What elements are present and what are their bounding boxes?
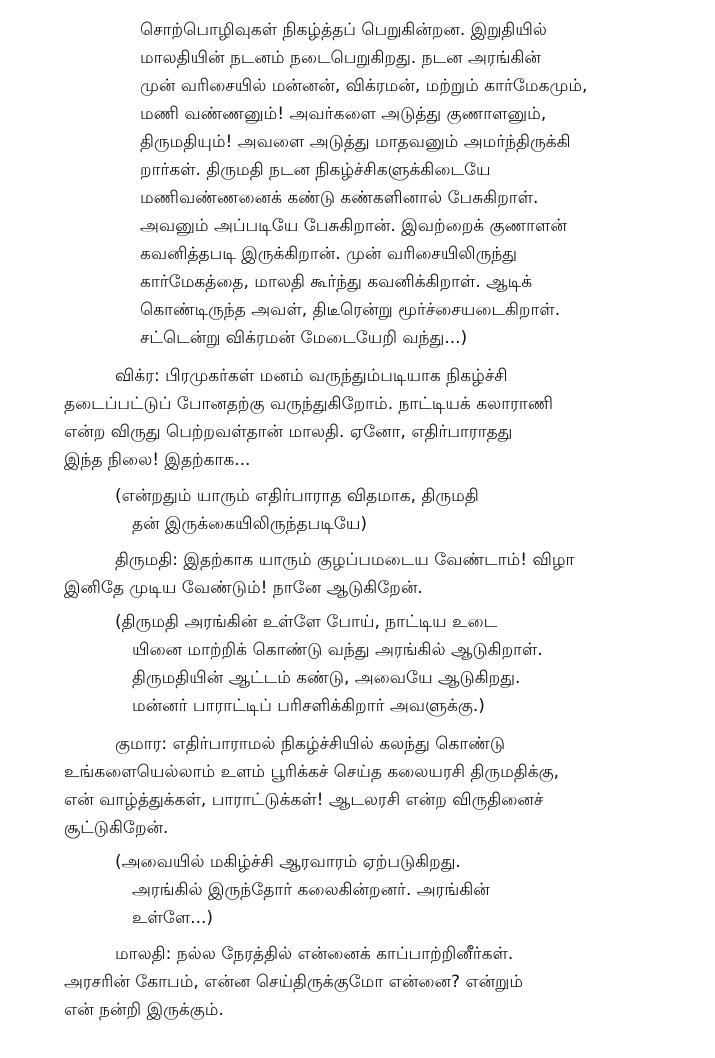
stage-direction-line: அரங்கில் இருந்தோர் கலைகின்றனர். அரங்கின் [132, 880, 490, 900]
text-line: கவனித்தபடி இருக்கிறான். முன் வரிசையிலிருந்து [140, 244, 517, 264]
text-line: சூட்டுகிறேன். [64, 818, 169, 838]
text-line: கார்மேகத்தை, மாலதி கூர்ந்து கவனிக்கிறாள். ஆடிக் [140, 272, 533, 292]
text-line: முன் வரிசையில் மன்னன், விக்ரமன், மற்றும் கார்மேகமும், [140, 76, 588, 96]
stage-direction-line: மன்னர் பாராட்டிப் பரிசளிக்கிறார் அவளுக்கு.) [132, 696, 485, 716]
dialogue-line: திருமதி: இதற்காக யாரும் குழப்பமடைய வேண்டாம்! விழா [115, 550, 575, 570]
text-line: சொற்பொழிவுகள் நிகழ்த்தப் பெறுகின்றன. இறுதியில் [140, 20, 547, 40]
text-line: தடைப்பட்டுப் போனதற்கு வருந்துகிறோம். நாட்டியக் கலாராணி [64, 394, 554, 414]
text-line: என் வாழ்த்துக்கள், பாராட்டுக்கள்! ஆடலரசி என்ற விருதினைச் [64, 790, 544, 810]
dialogue-line: விக்ர: பிரமுகர்கள் மனம் வருந்தும்படியாக நிகழ்ச்சி [115, 366, 508, 386]
text-line: அவனும் அப்படியே பேசுகிறான். இவற்றைக் குணாளன் [140, 216, 567, 236]
dialogue-line: மாலதி: நல்ல நேரத்தில் என்னைக் காப்பாற்றினீர்கள். [115, 944, 514, 964]
text-line: இனிதே முடிய வேண்டும்! நானே ஆடுகிறேன். [64, 578, 423, 598]
text-line: அரசரின் கோபம், என்ன செய்திருக்குமோ என்னை? என்றும் [64, 972, 524, 992]
stage-direction-line: யினை மாற்றிக் கொண்டு வந்து அரங்கில் ஆடுகிறாள். [132, 640, 543, 660]
text-line: திருமதியும்! அவளை அடுத்து மாதவனும் அமர்ந்திருக்கி [140, 132, 571, 152]
text-line: கொண்டிருந்த அவள், திடீரென்று மூர்ச்சையடைகிறாள். [140, 300, 561, 320]
stage-direction-line: (அவையில் மகிழ்ச்சி ஆரவாரம் ஏற்படுகிறது. [115, 852, 461, 872]
stage-direction-line: (திருமதி அரங்கின் உள்ளே போய், நாட்டிய உடை [115, 612, 498, 632]
text-line: என்ற விருது பெற்றவள்தான் மாலதி. ஏனோ, எதிர்பாராதது [64, 422, 513, 442]
text-line: மாலதியின் நடனம் நடைபெறுகிறது. நடன அரங்கின் [140, 48, 541, 68]
dialogue-line: குமார: எதிர்பாராமல் நிகழ்ச்சியில் கலந்து கொண்டு [115, 734, 506, 754]
text-line: மணிவண்ணனைக் கண்டு கண்களினால் பேசுகிறாள். [140, 188, 539, 208]
text-line: உங்களையெல்லாம் உளம் பூரிக்கச் செய்த கலையரசி திருமதிக்கு, [64, 762, 560, 782]
stage-direction-line: திருமதியின் ஆட்டம் கண்டு, அவையே ஆடுகிறது. [132, 668, 521, 688]
stage-direction-line: தன் இருக்கையிலிருந்தபடியே) [132, 514, 368, 534]
text-line: சட்டென்று விக்ரமன் மேடையேறி வந்து...) [140, 328, 468, 348]
stage-direction-line: உள்ளே...) [132, 908, 214, 928]
text-line: இந்த நிலை! இதற்காக... [64, 450, 251, 470]
text-line: மணி வண்ணனும்! அவர்களை அடுத்து குணாளனும், [140, 104, 547, 124]
text-line: றார்கள். திருமதி நடன நிகழ்ச்சிகளுக்கிடையே [140, 160, 491, 180]
text-line: என் நன்றி இருக்கும். [64, 1000, 224, 1020]
stage-direction-line: (என்றதும் யாரும் எதிர்பாராத விதமாக, திருமதி [115, 486, 479, 506]
